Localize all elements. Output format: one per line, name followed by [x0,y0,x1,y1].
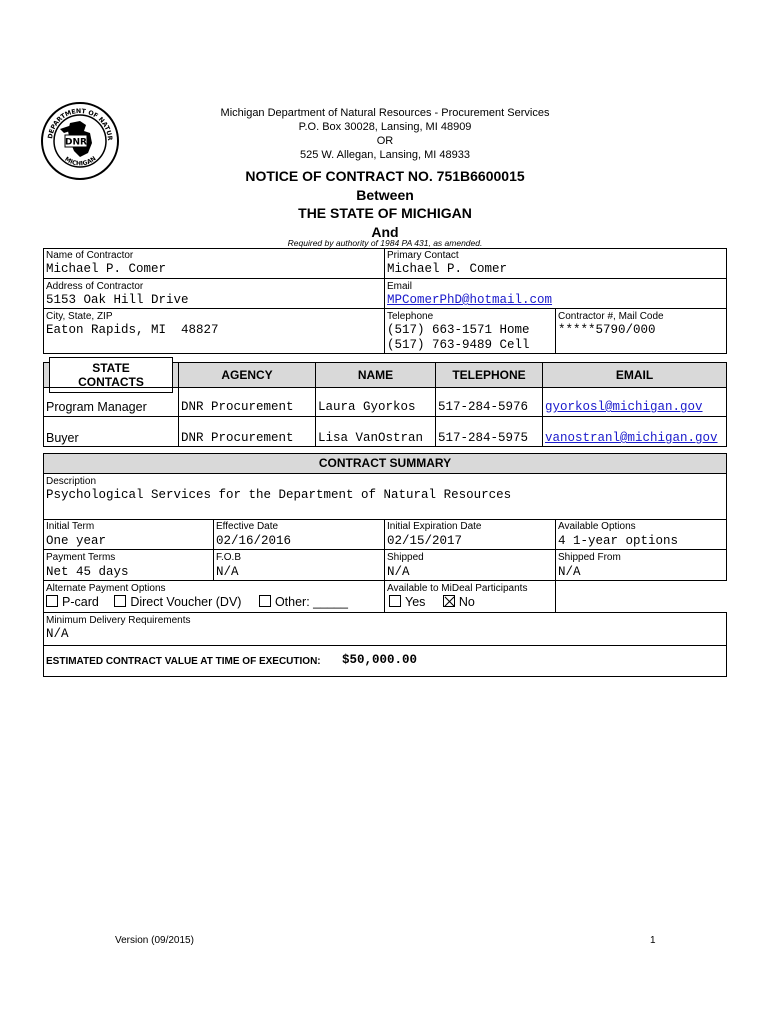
buyer-email-link[interactable]: vanostranl@michigan.gov [545,431,718,445]
email-header: EMAIL [542,362,727,388]
state-name: THE STATE OF MICHIGAN [298,205,472,221]
buyer-agency: DNR Procurement [181,431,294,445]
svg-text:MICHIGAN: MICHIGAN [63,155,98,168]
contractor-email-link[interactable]: MPComerPhD@hotmail.com [387,293,553,307]
effective-date-label: Effective Date [216,521,279,532]
no-checkbox-checked[interactable] [443,595,455,607]
program-manager-role: Program Manager [46,400,147,414]
initial-term-label: Initial Term [46,521,95,532]
telephone-label: Telephone [387,311,434,322]
between-text: Between [356,186,414,203]
and-text: And [371,223,399,240]
fob-label: F.O.B [216,552,242,563]
authority-note: Required by authority of 1984 PA 431, as amended. [287,238,483,248]
street-address: 525 W. Allegan, Lansing, MI 48933 [299,149,470,161]
min-delivery-label: Minimum Delivery Requirements [46,615,191,626]
version-footer: Version (09/2015) [115,935,194,946]
contractor-city: Eaton Rapids, MI 48827 [46,323,219,337]
agency-header: AGENCY [178,362,316,388]
col-divider [178,387,179,447]
other-option[interactable]: Other: _____ [259,595,348,609]
description-label: Description [46,476,97,487]
min-delivery-value: N/A [46,627,69,641]
telephone-cell: (517) 763-9489 Cell [387,338,530,352]
shipped-from-label: Shipped From [558,552,621,563]
buyer-role: Buyer [46,431,79,445]
other-checkbox[interactable] [259,595,271,607]
city-label: City, State, ZIP [46,311,113,322]
telephone-home: (517) 663-1571 Home [387,323,530,337]
address-label: Address of Contractor [46,281,144,292]
agency-header [180,106,590,162]
fob-value: N/A [216,565,239,579]
buyer-phone: 517-284-5975 [438,431,529,445]
shipped-from-value: N/A [558,565,581,579]
shipped-value: N/A [387,565,410,579]
options-label: Available Options [558,521,636,532]
program-manager-name: Laura Gyorkos [318,400,416,414]
notice-title [150,167,620,241]
estimated-value: $50,000.00 [342,653,418,667]
shipped-label: Shipped [387,552,424,563]
mideal-spacer-cell [555,580,727,613]
contractor-name-label: Name of Contractor [46,250,134,261]
agency-name: Michigan Department of Natural Resources - Procurement Services [220,107,550,119]
program-manager-phone: 517-284-5976 [438,400,529,414]
alt-payment-label: Alternate Payment Options [46,583,166,594]
col-divider [435,387,436,447]
buyer-name: Lisa VanOstran [318,431,424,445]
or-text: OR [376,135,394,147]
dnr-seal-logo [40,101,120,181]
state-contacts-header: STATE CONTACTS [43,362,179,388]
pcard-option[interactable]: P-card [46,595,99,609]
page-number: 1 [650,935,656,946]
available-options: 4 1-year options [558,534,679,548]
email-label: Email [387,281,413,292]
mideal-no-option[interactable]: No [443,595,475,609]
yes-checkbox[interactable] [389,595,401,607]
col-divider [542,387,543,447]
col-divider [315,387,316,447]
expiration-label: Initial Expiration Date [387,521,482,532]
description-value: Psychological Services for the Department of Natural Resources [46,488,512,502]
name-header: NAME [315,362,436,388]
mideal-options [389,595,475,609]
mideal-yes-option[interactable]: Yes [389,595,425,609]
expiration-date: 02/15/2017 [387,534,463,548]
contractor-number: *****5790/000 [558,323,656,337]
direct-voucher-checkbox[interactable] [114,595,126,607]
program-manager-email-link[interactable]: gyorkosl@michigan.gov [545,400,703,414]
pcard-checkbox[interactable] [46,595,58,607]
primary-contact-label: Primary Contact [387,250,459,261]
po-box-address: P.O. Box 30028, Lansing, MI 48909 [298,121,472,133]
contractor-address: 5153 Oak Hill Drive [46,293,189,307]
contract-summary-header: CONTRACT SUMMARY [43,453,727,474]
svg-text:DNR: DNR [65,137,87,148]
contractor-number-label: Contractor #, Mail Code [558,311,664,322]
direct-voucher-option[interactable]: Direct Voucher (DV) [114,595,241,609]
contract-number: NOTICE OF CONTRACT NO. 751B6600015 [245,168,525,184]
estimated-value-label: ESTIMATED CONTRACT VALUE AT TIME OF EXECUTION: [46,656,321,667]
mideal-label: Available to MiDeal Participants [387,583,528,594]
program-manager-agency: DNR Procurement [181,400,294,414]
initial-term: One year [46,534,107,548]
svg-text:DEPARTMENT OF NATURAL RESOURCE: DEPARTMENT OF NATUR [47,107,114,141]
payment-terms: Net 45 days [46,565,129,579]
alt-payment-options [46,595,348,609]
payment-terms-label: Payment Terms [46,552,116,563]
effective-date: 02/16/2016 [216,534,292,548]
telephone-header: TELEPHONE [435,362,543,388]
row-divider [43,416,727,417]
contractor-name: Michael P. Comer [46,262,167,276]
primary-contact: Michael P. Comer [387,262,508,276]
